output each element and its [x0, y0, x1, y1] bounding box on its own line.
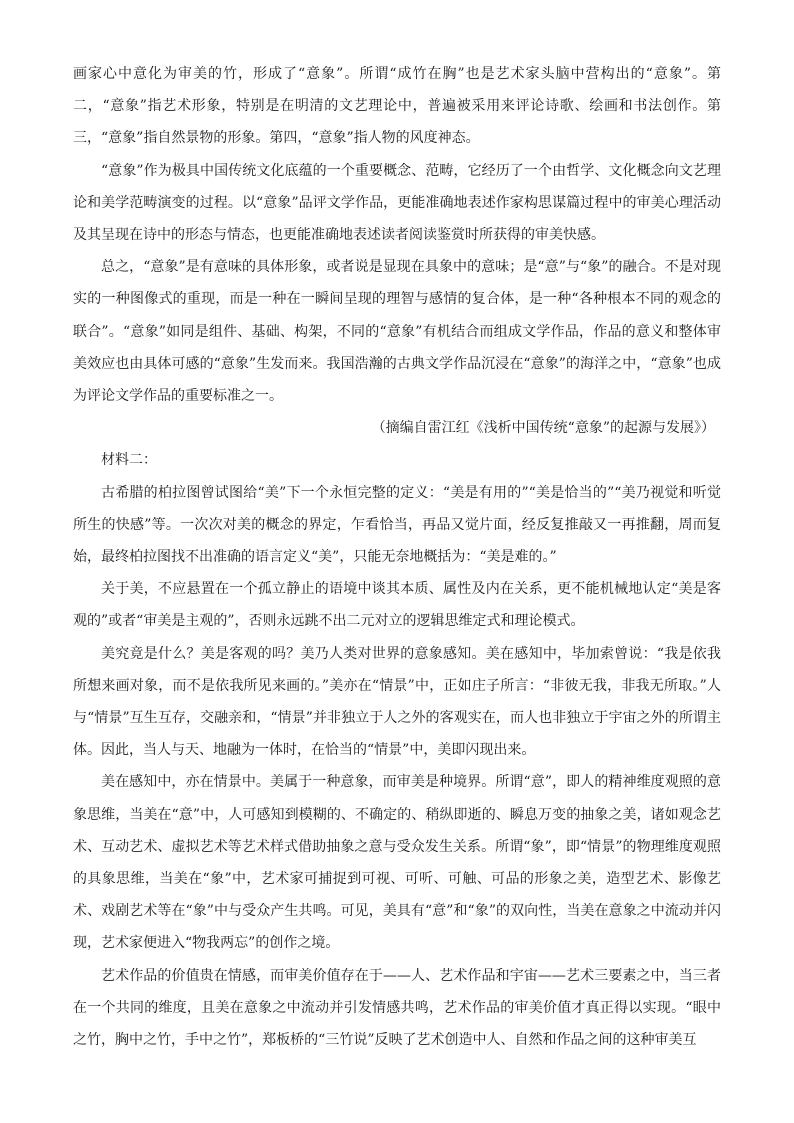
material2-paragraph-3: 美究竟是什么？美是客观的吗？美乃人类对世界的意象感知。美在感知中，毕加索曾说：“我是依我所想来画对象，而不是依我所见来画的。”美亦在“情景”中，正如庄子所言：“非彼无我，非我无所取。”人与“情景”互生互存，交融亲和，“情景”并非独立于人之外的客观实在，而人也非独立于宇宙之外的所谓主体。因此，当人与天、地融为一体时，在恰当的“情景”中，美即闪现出来。: [73, 645, 721, 759]
material1-source-citation: （摘编自雷江红《浅析中国传统“意象”的起源与发展》）: [371, 420, 715, 437]
material2-paragraph-5: 艺术作品的价值贵在情感，而审美价值存在于——人、艺术作品和宇宙——艺术三要素之中，当三者在一个共同的维度，且美在意象之中流动并引发情感共鸣，艺术作品的审美价值才真正得以实现。“眼中之竹，胸中之竹，手中之竹”，郑板桥的“三竹说”反映了艺术创造中人、自然和作品之间的这种审美互: [73, 967, 721, 1049]
document-page: [73, 58, 721, 1056]
material1-paragraph-1: 画家心中意化为审美的竹，形成了“意象”。所谓“成竹在胸”也是艺术家头脑中营构出的“意象”。第二，“意象”指艺术形象，特别是在明清的文艺理论中，普遍被采用来评论诗歌、绘画和书法创作。第三，“意象”指自然景物的形象。第四，“意象”指人物的风度神态。: [73, 66, 721, 147]
material1-paragraph-2: “意象”作为极具中国传统文化底蕴的一个重要概念、范畴，它经历了一个由哲学、文化概念向文艺理论和美学范畴演变的过程。以“意象”品评文学作品，更能准确地表述作家构思谋篇过程中的审美心理活动及其呈现在诗中的形态与情态，也更能准确地表述读者阅读鉴赏时所获得的审美快感。: [73, 162, 721, 244]
material1-paragraph-3: 总之，“意象”是有意味的具体形象，或者说是显现在具象中的意味；是“意”与“象”的融合。不是对现实的一种图像式的重现，而是一种在一瞬间呈现的理智与感情的复合体，是一种“各种根本不同的观念的联合”。“意象”如同是组件、基础、构架，不同的“意象”有机结合而组成文学作品，作品的意义和整体审美效应也由具体可感的“意象”生发而来。我国浩瀚的古典文学作品沉浸在“意象”的海洋之中，“意象”也成为评论文学作品的重要标准之一。: [73, 259, 721, 405]
material2-label: 材料二：: [101, 452, 157, 469]
material2-paragraph-2: 关于美，不应悬置在一个孤立静止的语境中谈其本质、属性及内在关系，更不能机械地认定“美是客观的”或者“审美是主观的”，否则永远跳不出二元对立的逻辑思维定式和理论模式。: [73, 581, 721, 630]
material2-paragraph-1: 古希腊的柏拉图曾试图给“美”下一个永恒完整的定义：“美是有用的”“美是恰当的”“美乃视觉和听觉所生的快感”等。一次次对美的概念的界定，乍看恰当，再品又觉片面，经反复推敲又一再推翻，周而复始，最终柏拉图找不出准确的语言定义“美”，只能无奈地概括为：“美是难的。”: [73, 484, 721, 566]
material2-paragraph-4: 美在感知中，亦在情景中。美属于一种意象，而审美是种境界。所谓“意”，即人的精神维度观照的意象思维，当美在“意”中，人可感知到模糊的、不确定的、稍纵即逝的、瞬息万变的抽象之美，诸如观念艺术、互动艺术、虚拟艺术等艺术样式借助抽象之意与受众发生关系。所谓“象”，即“情景”的物理维度观照的具象思维，当美在“象”中，艺术家可捕捉到可视、可听、可触、可品的形象之美，造型艺术、影像艺术、戏剧艺术等在“象”中与受众产生共鸣。可见，美具有“意”和“象”的双向性，当美在意象之中流动并闪现，艺术家便进入“物我两忘”的创作之境。: [73, 774, 721, 952]
